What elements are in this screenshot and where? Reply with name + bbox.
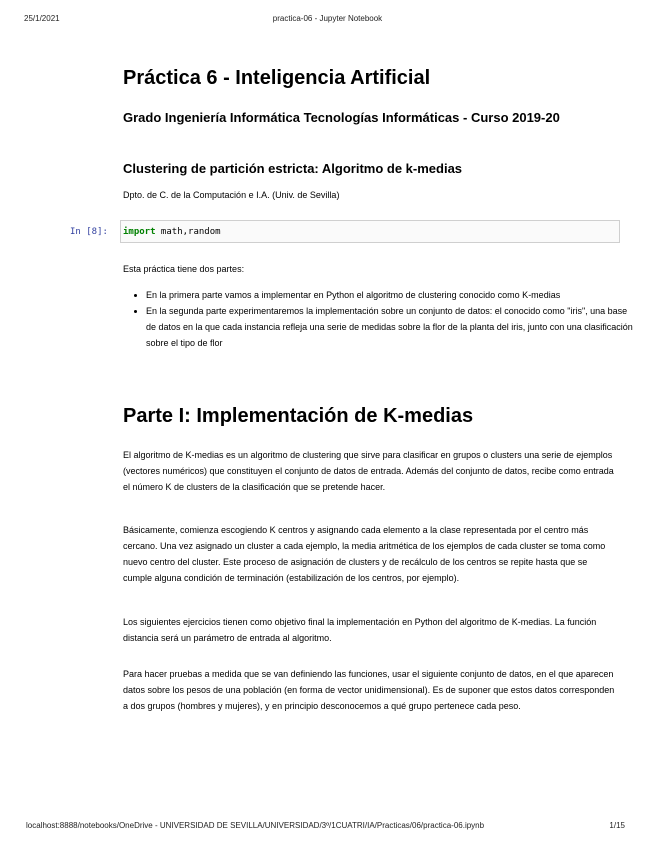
cell-prompt: In [8]: <box>70 227 108 237</box>
print-path: localhost:8888/notebooks/OneDrive - UNIVERSIDAD DE SEVILLA/UNIVERSIDAD/3º/1CUATRI/IA/Practicas/06/practica-06.ipynb <box>26 821 485 830</box>
paragraph-kmeans-definition: El algoritmo de K-medias es un algoritmo de clustering que sirve para clasificar en grupos o clusters una serie de ejemplos (vectores numéricos) que constituyen el conjunto de datos de entrada. Además del conjunto de datos, recibe como entrada el número K de clusters de la clasificación que se pretende hacer. <box>123 450 614 492</box>
department-line: Dpto. de C. de la Computación e I.A. (Univ. de Sevilla) <box>123 190 340 200</box>
paragraph-test-data: Para hacer pruebas a medida que se van definiendo las funciones, usar el siguiente conjunto de datos, en el que aparecen datos sobre los pesos de una población (en forma de vector unidimensional). Es de suponer que estos datos corresponden a dos grupos (hombres y mujeres), y en principio desconocemos a qué grupo pertenece cada peso. <box>123 669 615 711</box>
intro-paragraph: Esta práctica tiene dos partes: <box>123 264 245 274</box>
paragraph-kmeans-process: Básicamente, comienza escogiendo K centros y asignando cada elemento a la clase representada por el centro más cercano. Una vez asignado un cluster a cada ejemplo, la media aritmética de los ejemplos de cada cluster se toma como nuevo centro del cluster. Este proceso de asignación de clusters y de recálculo de los centros se repite hasta que se cumple alguna condición de terminación (estabilización de los centros, por ejemplo). <box>123 525 606 583</box>
code-text: math,random <box>155 227 221 237</box>
list-item: • En la segunda parte experimentaremos la implementación sobre un conjunto de datos: el conocido como "iris", una base de datos en la que cada instancia refleja una serie de medidas sobre la flor de la planta del iris, junto con una clasificación sobre el tipo de flor <box>146 303 638 351</box>
part1-heading: Parte I: Implementación de K-medias <box>123 405 474 427</box>
print-date: 25/1/2021 <box>24 14 60 23</box>
section-heading: Clustering de partición estricta: Algoritmo de k-medias <box>123 161 463 176</box>
code-keyword: import <box>123 227 156 237</box>
parts-list <box>123 287 638 351</box>
code-line <box>123 227 221 237</box>
notebook-subtitle: Grado Ingeniería Informática Tecnologías Informáticas - Curso 2019-20 <box>123 110 560 125</box>
paragraph-exercises-goal: Los siguientes ejercicios tienen como objetivo final la implementación en Python del algoritmo de K-medias. La función distancia será un parámetro de entrada al algoritmo. <box>123 617 597 643</box>
print-page-title: practica-06 - Jupyter Notebook <box>272 14 383 23</box>
list-item: • En la primera parte vamos a implementar en Python el algoritmo de clustering conocido como K-medias <box>146 287 638 303</box>
print-page-number: 1/15 <box>609 821 625 830</box>
code-cell[interactable] <box>120 220 620 243</box>
notebook-title: Práctica 6 - Inteligencia Artificial <box>123 67 431 89</box>
